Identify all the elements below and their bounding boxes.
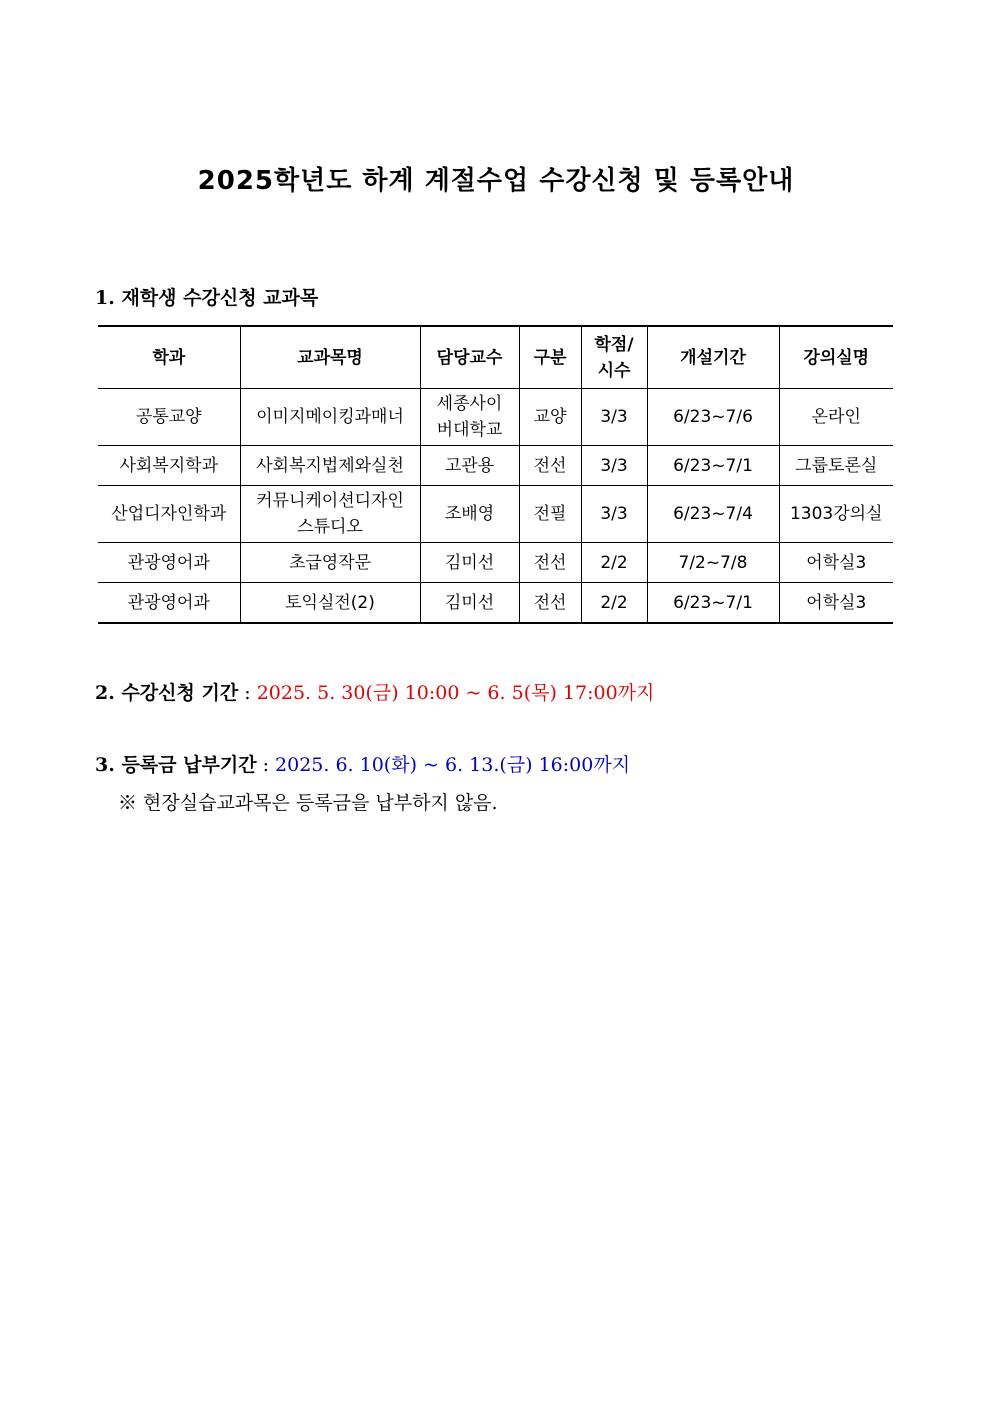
- header-credits-line2: 시수: [597, 360, 631, 381]
- cell-course: 초급영작문: [240, 543, 420, 583]
- cell-category: 전선: [519, 583, 581, 624]
- tuition-payment-label: 3. 등록금 납부기간: [95, 754, 257, 776]
- tuition-payment-value: 2025. 6. 10(화) ~ 6. 13.(금) 16:00까지: [275, 754, 631, 776]
- registration-period-value: 2025. 5. 30(금) 10:00 ~ 6. 5(목) 17:00까지: [256, 682, 655, 704]
- cell-category: 전선: [519, 543, 581, 583]
- cell-professor: 김미선: [420, 583, 519, 624]
- tuition-payment-line: [95, 750, 630, 777]
- cell-professor: [420, 389, 519, 446]
- tuition-payment-separator: :: [256, 754, 276, 776]
- cell-professor: 고관용: [420, 446, 519, 486]
- cell-professor: 김미선: [420, 543, 519, 583]
- page-title: 2025학년도 하계 계절수업 수강신청 및 등록안내: [197, 166, 795, 196]
- cell-room: 어학실3: [779, 543, 893, 583]
- registration-period-label: 2. 수강신청 기간: [95, 682, 239, 704]
- cell-period: 6/23~7/1: [647, 446, 779, 486]
- cell-department: 관광영어과: [98, 543, 240, 583]
- cell-professor-line1: 세종사이: [436, 394, 503, 414]
- header-department: 학과: [98, 326, 240, 389]
- cell-credits: 3/3: [581, 446, 647, 486]
- cell-department: 관광영어과: [98, 583, 240, 624]
- table-row: [98, 583, 893, 624]
- cell-department: 산업디자인학과: [98, 486, 240, 543]
- cell-room: 1303강의실: [779, 486, 893, 543]
- registration-period-separator: :: [238, 682, 257, 704]
- cell-course-line2: 스튜디오: [297, 517, 363, 537]
- cell-credits: 3/3: [581, 486, 647, 543]
- cell-department: 사회복지학과: [98, 446, 240, 486]
- cell-course: 사회복지법제와실천: [240, 446, 420, 486]
- cell-course: [240, 486, 420, 543]
- cell-period: 6/23~7/6: [647, 389, 779, 446]
- header-category: 구분: [519, 326, 581, 389]
- cell-room: 온라인: [779, 389, 893, 446]
- header-credits: [581, 326, 647, 389]
- header-professor: 담당교수: [420, 326, 519, 389]
- cell-room: 어학실3: [779, 583, 893, 624]
- cell-period: 7/2~7/8: [647, 543, 779, 583]
- cell-credits: 3/3: [581, 389, 647, 446]
- cell-period: 6/23~7/1: [647, 583, 779, 624]
- table-row: [98, 446, 893, 486]
- cell-course: 토익실전(2): [240, 583, 420, 624]
- cell-category: 전선: [519, 446, 581, 486]
- header-period: 개설기간: [647, 326, 779, 389]
- table-header-row: [98, 326, 893, 389]
- header-room: 강의실명: [779, 326, 893, 389]
- header-credits-line1: 학점/: [594, 334, 634, 355]
- cell-credits: 2/2: [581, 583, 647, 624]
- registration-period-line: [95, 678, 654, 705]
- course-table: [98, 325, 893, 624]
- cell-category: 전필: [519, 486, 581, 543]
- cell-department: 공통교양: [98, 389, 240, 446]
- section-1-heading: 1. 재학생 수강신청 교과목: [95, 287, 319, 309]
- cell-professor: 조배영: [420, 486, 519, 543]
- cell-course: 이미지메이킹과매너: [240, 389, 420, 446]
- cell-category: 교양: [519, 389, 581, 446]
- cell-period: 6/23~7/4: [647, 486, 779, 543]
- cell-credits: 2/2: [581, 543, 647, 583]
- tuition-note: ※ 현장실습교과목은 등록금을 납부하지 않음.: [118, 792, 498, 814]
- table-row: [98, 543, 893, 583]
- cell-course-line1: 커뮤니케이션디자인: [256, 491, 404, 511]
- table-row: [98, 486, 893, 543]
- header-course: 교과목명: [240, 326, 420, 389]
- table-row: [98, 389, 893, 446]
- cell-professor-line2: 버대학교: [436, 420, 503, 440]
- cell-room: 그룹토론실: [779, 446, 893, 486]
